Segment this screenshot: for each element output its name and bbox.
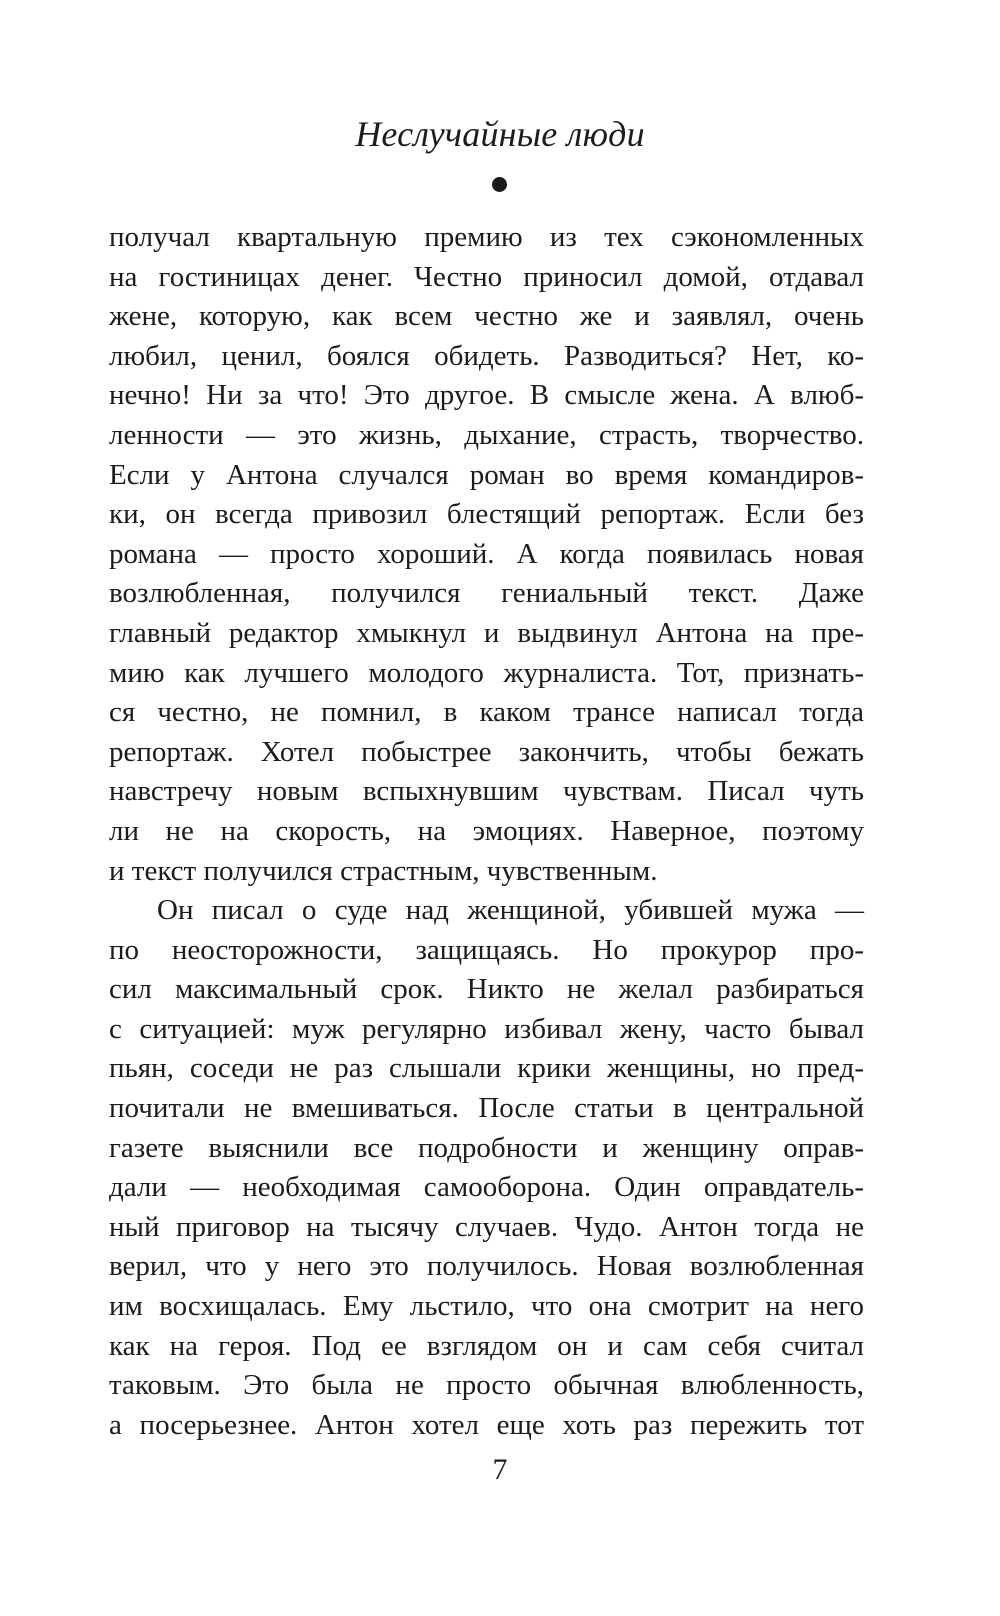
text-line: а посерьезнее. Антон хотел еще хоть раз пережить тот [109, 1408, 864, 1441]
text-line: главный редактор хмыкнул и выдвинул Антона на пре- [109, 616, 864, 649]
text-line-paragraph-end: и текст получился страстным, чувственным. [109, 854, 658, 887]
text-line-paragraph-start: Он писал о суде над женщиной, убившей мужа — [157, 894, 864, 927]
text-line: ленности — это жизнь, дыхание, страсть, творчество. [109, 418, 864, 451]
text-line: ный приговор на тысячу случаев. Чудо. Антон тогда не [109, 1210, 864, 1243]
running-head: Неслучайные люди [355, 114, 645, 154]
text-line: возлюбленная, получился гениальный текст. Даже [109, 577, 864, 610]
text-line: романа — просто хороший. А когда появилась новая [109, 537, 864, 570]
text-line: почитали не вмешиваться. После статьи в центральной [109, 1092, 864, 1125]
text-line: любил, ценил, боялся обидеть. Разводиться? Нет, ко- [109, 339, 864, 372]
text-line: получал квартальную премию из тех сэкономленных [109, 221, 864, 253]
text-line: на гостиницах денег. Честно приносил домой, отдавал [109, 260, 864, 293]
text-line: газете выяснили все подробности и женщину оправ- [109, 1131, 864, 1164]
text-line: дали — необходимая самооборона. Один оправдатель- [109, 1171, 864, 1204]
text-line: нечно! Ни за что! Это другое. В смысле жена. А влюб- [109, 379, 864, 412]
text-line: ки, он всегда привозил блестящий репортаж. Если без [109, 498, 864, 531]
body-text [109, 218, 864, 1445]
text-line: навстречу новым вспыхнувшим чувствам. Писал чуть [109, 775, 864, 808]
text-line: верил, что у него это получилось. Новая возлюбленная [109, 1250, 864, 1283]
text-line: мию как лучшего молодого журналиста. Тот, признать- [109, 656, 864, 689]
text-line: как на героя. Под ее взглядом он и сам себя считал [109, 1329, 864, 1362]
text-line: репортаж. Хотел побыстрее закончить, чтобы бежать [109, 735, 864, 768]
text-line: с ситуацией: муж регулярно избивал жену, часто бывал [109, 1012, 864, 1045]
text-line: таковым. Это была не просто обычная влюбленность, [109, 1369, 864, 1402]
text-line: жене, которую, как всем честно же и заявлял, очень [109, 300, 864, 333]
text-line: ся честно, не помнил, в каком трансе написал тогда [109, 696, 864, 729]
text-line: им восхищалась. Ему льстило, что она смотрит на него [109, 1290, 864, 1323]
page-number: 7 [492, 1453, 508, 1486]
text-line: пьян, соседи не раз слышали крики женщины, но пред- [109, 1052, 864, 1085]
text-line: сил максимальный срок. Никто не желал разбираться [109, 973, 864, 1006]
running-head-bullet [492, 177, 507, 192]
text-line: по неосторожности, защищаясь. Но прокурор про- [109, 933, 864, 966]
text-line: ли не на скорость, на эмоциях. Наверное, поэтому [109, 814, 864, 847]
text-line: Если у Антона случался роман во время командиров- [109, 458, 864, 491]
